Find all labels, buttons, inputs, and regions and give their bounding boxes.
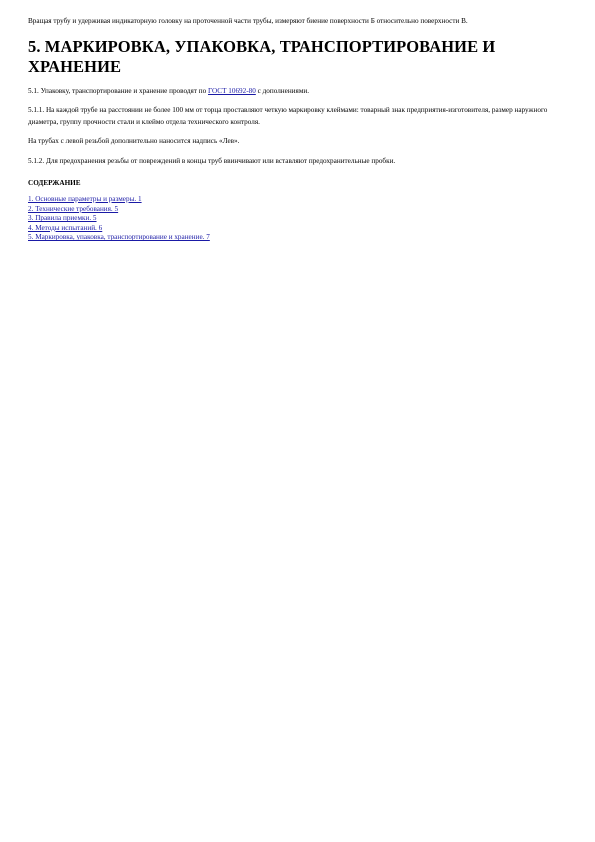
toc-link-4[interactable]: 4. Методы испытаний. 6 (28, 223, 103, 232)
gost-link[interactable]: ГОСТ 10692-80 (208, 86, 256, 95)
toc-item (28, 233, 564, 243)
toc-item (28, 205, 564, 215)
toc-item (28, 195, 564, 205)
paragraph-5-1-1: 5.1.1. На каждой трубе на расстоянии не более 100 мм от торца проставляют четкую маркировку клеймами: товарный знак предприятия-изготовителя, размер наружного диаметра, группу прочности стали и клеймо отдела технического контроля. (28, 106, 548, 126)
toc-link-1[interactable]: 1. Основные параметры и размеры. 1 (28, 195, 142, 203)
intro-paragraph: Вращая трубу и удерживая индикаторную головку на проточенной части трубы, измеряют биение поверхности Б относительно поверхности В. (28, 17, 468, 25)
paragraph-5-1-text-before: 5.1. Упаковку, транспортирование и хранение проводят по (28, 86, 209, 95)
paragraph-left-thread: На трубах с левой резьбой дополнительно наносится надпись «Лев». (28, 137, 240, 145)
toc-link-5[interactable]: 5. Маркировка, упаковка, транспортирование и хранение. 7 (28, 233, 210, 242)
paragraph-5-1-text-after: с дополнениями. (255, 86, 310, 95)
toc-list (28, 195, 564, 243)
toc-link-3[interactable]: 3. Правила приемки. 5 (28, 214, 97, 223)
paragraph-5-1 (28, 86, 564, 98)
toc-item (28, 224, 564, 234)
paragraph-5-1-2: 5.1.2. Для предохранения резьбы от повреждений в концы труб ввинчивают или вставляют предохранительные пробки. (28, 156, 396, 165)
toc-item (28, 214, 564, 224)
section-heading: 5. МАРКИРОВКА, УПАКОВКА, ТРАНСПОРТИРОВАНИЕ И ХРАНЕНИЕ (28, 36, 496, 76)
document-page (28, 14, 564, 243)
toc-link-2[interactable]: 2. Технические требования. 5 (28, 204, 119, 213)
toc-title: СОДЕРЖАНИЕ (28, 179, 81, 187)
